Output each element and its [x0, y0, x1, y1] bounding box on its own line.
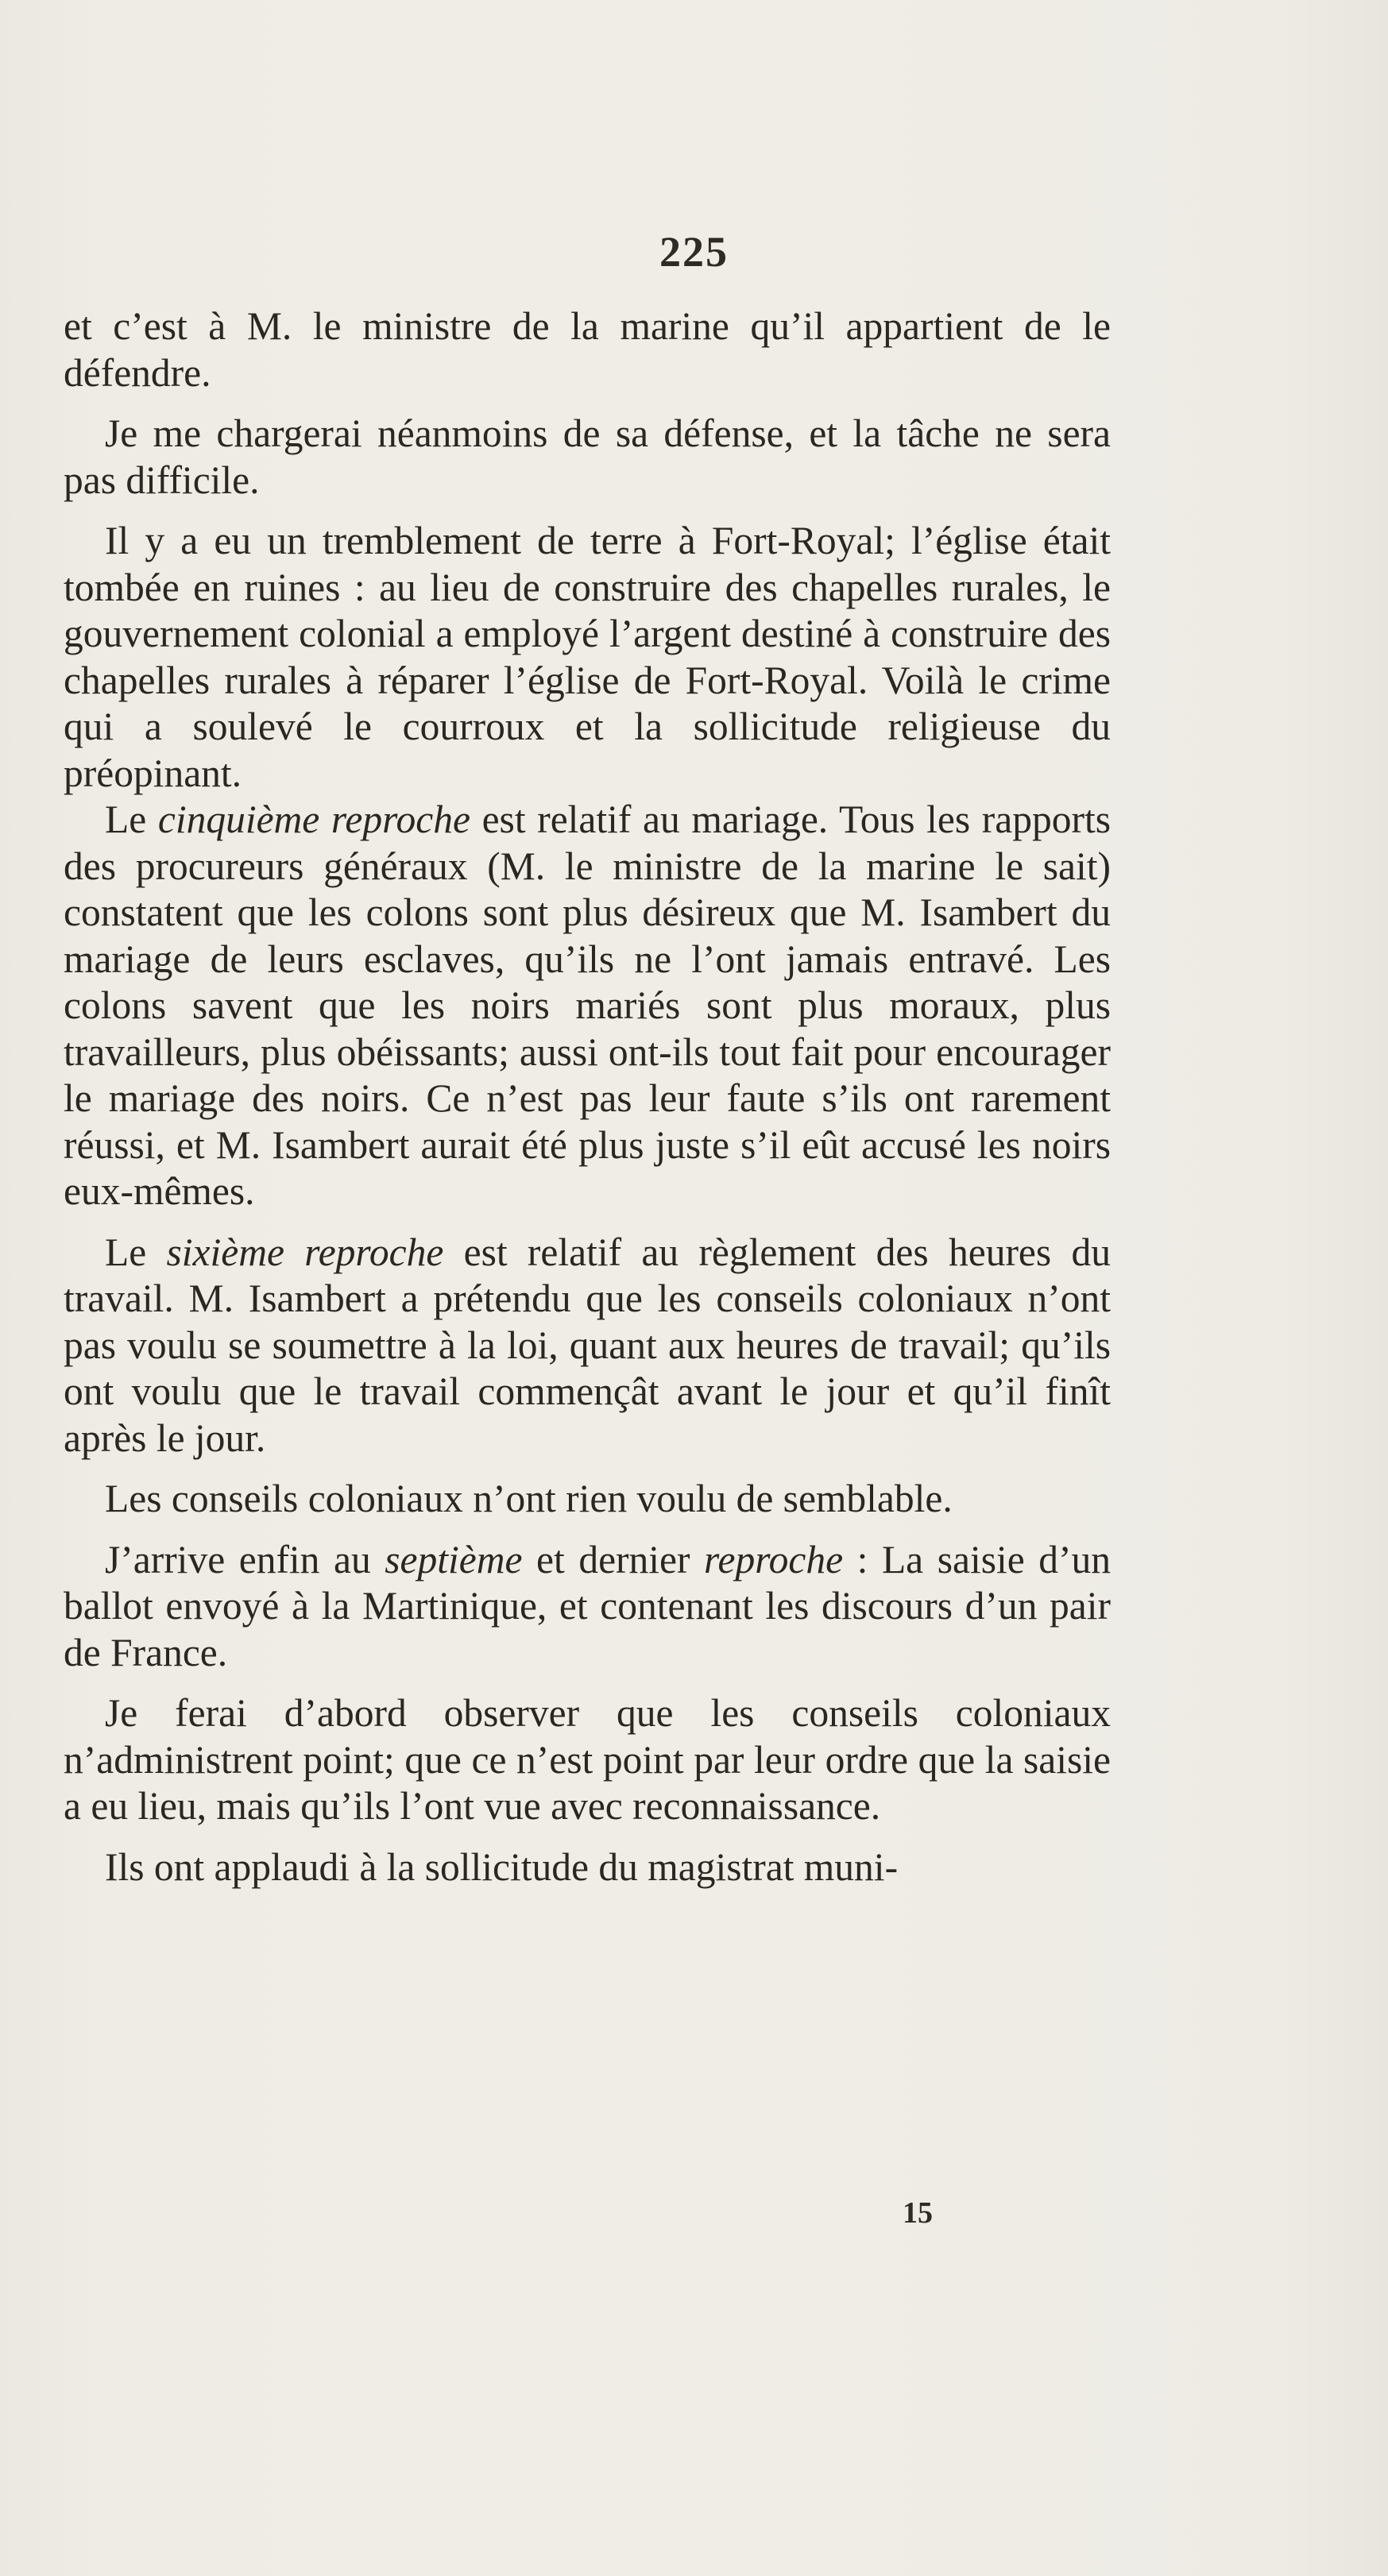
italic-run: septième — [385, 1537, 523, 1582]
text-run: Les conseils coloniaux n’ont rien voulu de semblable. — [105, 1477, 953, 1520]
paragraph — [64, 411, 1111, 504]
paragraph — [64, 1230, 1111, 1462]
paragraph — [64, 1844, 1111, 1891]
paragraph — [64, 303, 1111, 396]
text-run: Je me chargerai néanmoins de sa défense, et la tâche ne sera pas difficile. — [64, 411, 1111, 502]
italic-run: cinquième reproche — [157, 798, 470, 841]
italic-run: reproche — [704, 1537, 844, 1582]
text-run: est relatif au mariage. Tous les rapports des procureurs généraux (M. le ministre de la marine le sait) constatent que les colons sont plus désireux que M. Isambert du mariage de leurs esclaves, qu’ils ne l’ont jamais entravé. Les colons savent que les noirs mariés sont plus moraux, plus travailleurs, plus obéissants; aussi ont-ils tout fait pour encourager le mariage des noirs. Ce n’est pas leur faute s’ils ont rarement réussi, et M. Isambert aurait été plus juste s’il eût accusé les noirs eux-mêmes. — [64, 798, 1111, 1213]
text-run: Je ferai d’abord observer que les conseils coloniaux n’administrent point; que ce n’est point par leur ordre que la saisie a eu lieu, mais qu’ils l’ont vue avec reconnaissance. — [64, 1691, 1111, 1828]
text-run: J’arrive enfin au — [105, 1537, 385, 1582]
italic-run: sixième reproche — [166, 1230, 444, 1274]
paragraph — [64, 1690, 1111, 1830]
text-run: : La saisie d’un ballot envoyé à la Martinique, et contenant les discours d’un pair de France. — [64, 1537, 1111, 1674]
text-run: Le — [105, 798, 158, 841]
text-run: Il y a eu un tremblement de terre à Fort-Royal; l’église était tombée en ruines : au lieu de construire des chapelles rurales, le gouvernement colonial a employé l’argent destiné à construire des chapelles rurales à réparer l’église de Fort-Royal. Voilà le crime qui a soulevé le courroux et la sollicitude religieuse du préopinant. — [64, 519, 1111, 795]
text-run: et c’est à M. le ministre de la marine qu’il appartient de le défendre. — [64, 304, 1111, 395]
signature-mark: 15 — [903, 2196, 933, 2230]
paragraph — [64, 1476, 1111, 1523]
paragraph — [64, 797, 1111, 1215]
body-text — [64, 303, 1111, 1890]
paragraph — [64, 1537, 1111, 1677]
text-run: et dernier — [522, 1537, 705, 1582]
paragraph — [64, 518, 1111, 797]
text-run: Le — [105, 1230, 167, 1274]
text-run: Ils ont applaudi à la sollicitude du magistrat muni- — [105, 1844, 899, 1889]
page-number: 225 — [659, 228, 729, 276]
text-run: est relatif au règlement des heures du travail. M. Isambert a prétendu que les conseils coloniaux n’ont pas voulu se soumettre à la loi, quant aux heures de travail; qu’ils ont voulu que le travail commençât avant le jour et qu’il finît après le jour. — [64, 1230, 1111, 1460]
